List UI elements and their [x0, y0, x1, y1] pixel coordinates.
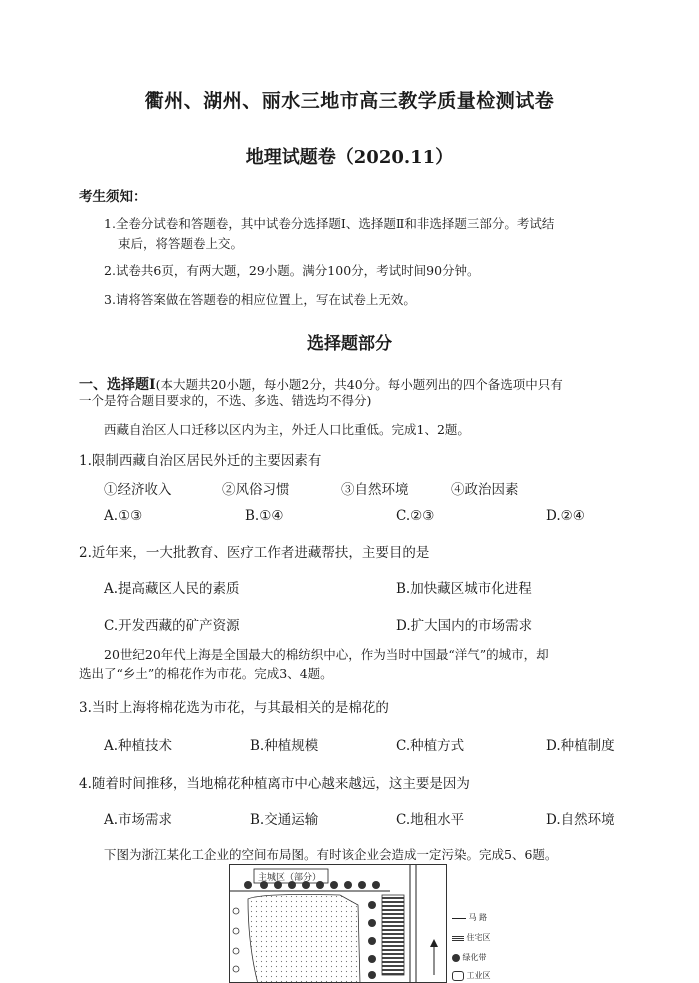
industrial-swatch: [452, 971, 464, 981]
q2-option-d[interactable]: D.扩大国内的市场需求: [396, 618, 533, 634]
part1-desc-line1: (本大题共20小题，每小题2分，共40分。每小题列出的四个备选项中只有: [155, 377, 563, 392]
legend-road: [452, 912, 487, 923]
notice-item-1-line1: 1.全卷分试卷和答题卷，其中试卷分选择题Ⅰ、选择题Ⅱ和非选择题三部分。考试结: [104, 216, 555, 231]
q3-option-a[interactable]: A.种植技术: [104, 738, 173, 754]
part1-label: 一、选择题Ⅰ: [79, 377, 156, 393]
notice-item-1-line2: 束后，将答题卷上交。: [118, 236, 244, 251]
q1-factor-4: ④政治因素: [451, 482, 519, 498]
legend-road-label: 马 路: [468, 913, 488, 922]
context-2-line1: 20世纪20年代上海是全国最大的棉纺织中心，作为当时中国最“洋气”的城市，却: [104, 647, 549, 662]
layout-map: [229, 864, 447, 983]
context-3: 下图为浙江某化工企业的空间布局图。有时该企业会造成一定污染。完成5、6题。: [104, 847, 558, 862]
map-label: 主城区（部分）: [258, 873, 322, 883]
q4-option-b[interactable]: B.交通运输: [250, 812, 319, 828]
legend-housing: [452, 932, 491, 943]
q2-option-c[interactable]: C.开发西藏的矿产资源: [104, 618, 240, 634]
q1-factor-2: ②风俗习惯: [222, 482, 290, 498]
legend-housing-label: 住宅区: [466, 933, 491, 942]
question-2-stem: 2.近年来，一大批教育、医疗工作者进藏帮扶，主要目的是: [79, 545, 430, 561]
legend-greenbelt: [452, 952, 487, 963]
exam-subtitle: 地理试题卷（2020.11）: [245, 147, 454, 168]
context-1: 西藏自治区人口迁移以区内为主，外迁人口比重低。完成1、2题。: [104, 422, 470, 437]
q4-option-c[interactable]: C.地租水平: [396, 812, 465, 828]
tree-icon: [452, 954, 460, 962]
question-4-stem: 4.随着时间推移，当地棉花种植离市中心越来越远，这主要是因为: [79, 776, 470, 792]
legend-greenbelt-label: 绿化带: [462, 953, 487, 962]
q3-option-d[interactable]: D.种植制度: [546, 738, 615, 754]
q1-option-d[interactable]: D.②④: [546, 508, 585, 524]
question-1-stem: 1.限制西藏自治区居民外迁的主要因素有: [79, 453, 322, 469]
road-swatch: [452, 918, 466, 919]
context-2-line2: 选出了“乡土”的棉花作为市花。完成3、4题。: [79, 666, 333, 681]
part1-desc-line2: 一个是符合题目要求的，不选、多选、错选均不得分): [79, 393, 372, 408]
q1-factor-3: ③自然环境: [341, 482, 409, 498]
q2-option-a[interactable]: A.提高藏区人民的素质: [104, 581, 240, 597]
q2-option-b[interactable]: B.加快藏区城市化进程: [396, 581, 532, 597]
q3-option-b[interactable]: B.种植规模: [250, 738, 319, 754]
legend-industrial-label: 工业区: [466, 971, 491, 980]
legend-industrial: [452, 970, 491, 981]
q3-option-c[interactable]: C.种植方式: [396, 738, 465, 754]
notice-item-2: 2.试卷共6页，有两大题，29小题。满分100分，考试时间90分钟。: [104, 263, 480, 278]
notice-heading: 考生须知：: [79, 189, 147, 205]
section-title: 选择题部分: [307, 334, 392, 354]
q4-option-a[interactable]: A.市场需求: [104, 812, 173, 828]
q1-factor-1: ①经济收入: [104, 482, 172, 498]
notice-item-3: 3.请将答案做在答题卷的相应位置上，写在试卷上无效。: [104, 292, 416, 307]
q4-option-d[interactable]: D.自然环境: [546, 812, 615, 828]
housing-swatch: [452, 935, 464, 941]
exam-title: 衢州、湖州、丽水三地市高三教学质量检测试卷: [144, 90, 555, 112]
q1-option-a[interactable]: A.①③: [104, 508, 143, 524]
question-3-stem: 3.当时上海将棉花选为市花，与其最相关的是棉花的: [79, 700, 389, 716]
q1-option-c[interactable]: C.②③: [396, 508, 435, 524]
q1-option-b[interactable]: B.①④: [245, 508, 284, 524]
